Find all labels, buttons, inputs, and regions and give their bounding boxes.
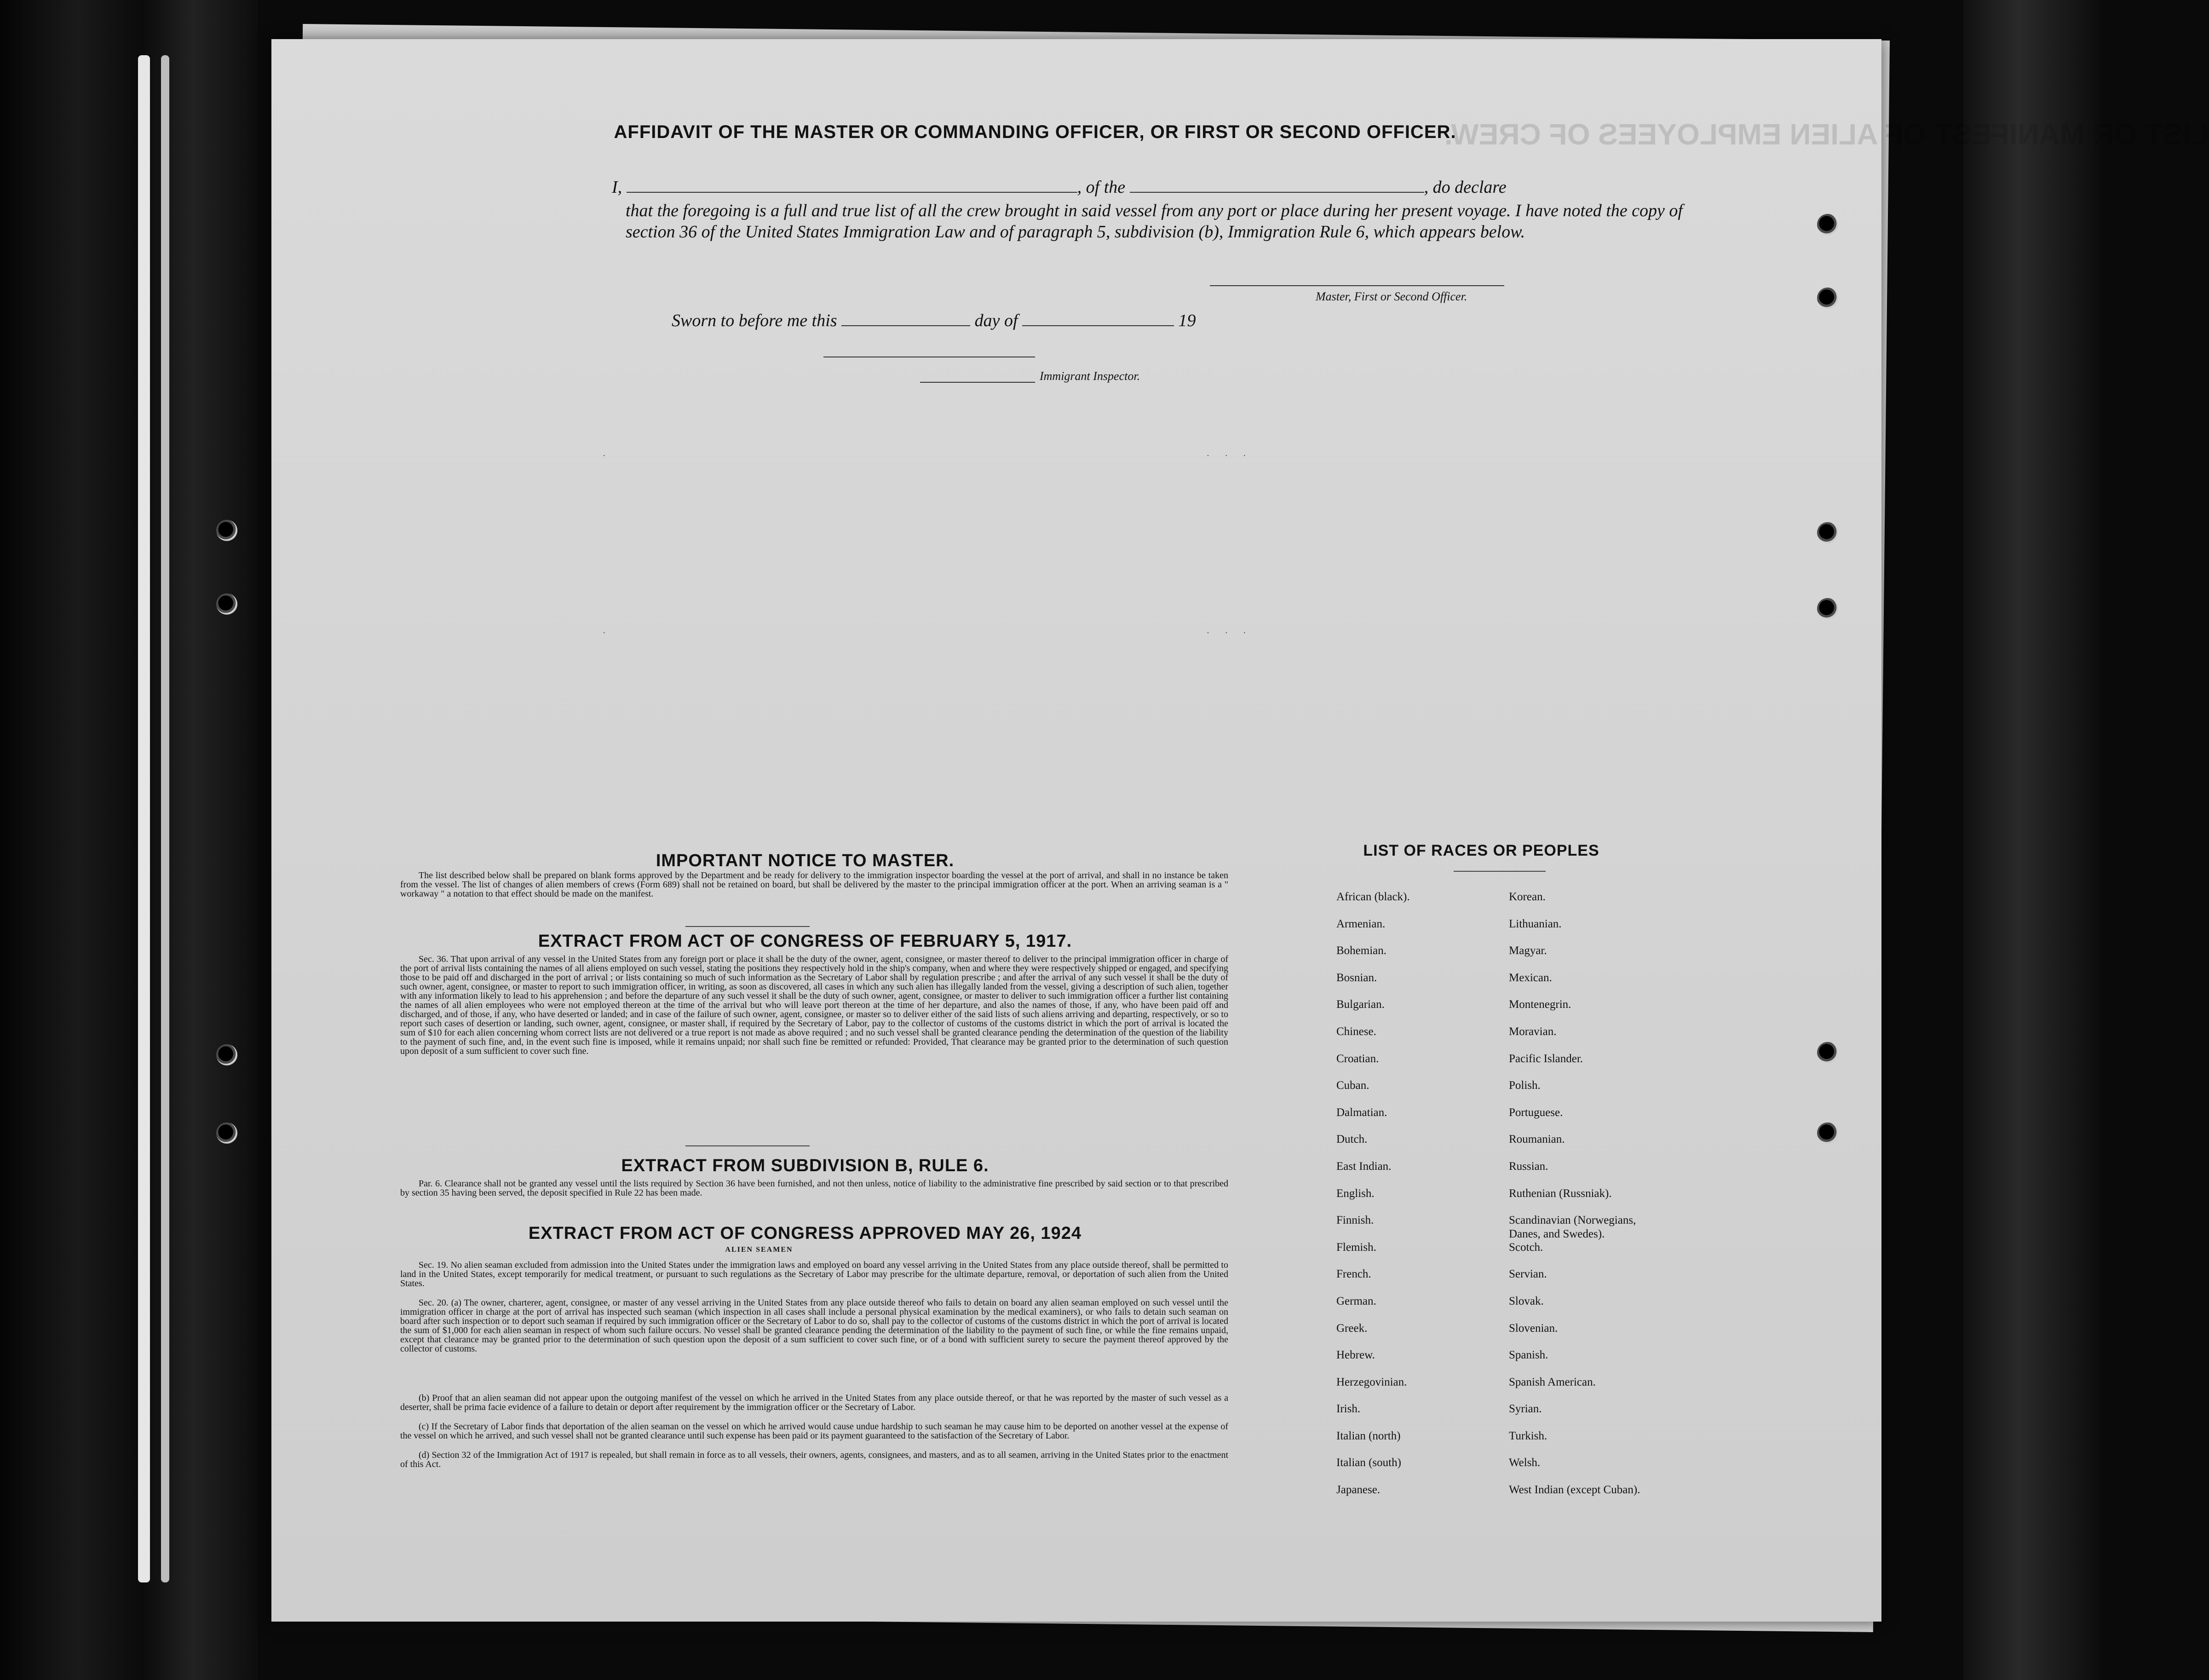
affidavit-i-label: I, — [612, 178, 622, 197]
race-entry: Turkish. — [1509, 1429, 1547, 1442]
crew-list-reverse-page — [271, 39, 2209, 1622]
extract-1924-section-20a: Sec. 20. (a) The owner, charterer, agent, consignee, or master of any vessel arriving in the United States from any place outside thereof who fails to detain on board any alien seaman employed on such vessel until the immigration officer in charge at the port of arrival has inspected such seaman (which inspection in all cases shall include a personal physical examination by the medical examiners), or who fails to detain such seaman on board after such inspection or to deport such seaman if required by such immigration officer or the Secretary of Labor to do so, shall pay to the collector of customs of the customs district in which the port of arrival is located the sum of $1,000 for each alien seaman in respect of whom such failure occurs. No vessel shall be granted clearance pending the determination of the liability to the payment of such fine, or while the fine remains unpaid, except that clearance may be granted prior to the determination of such question upon the deposit of a sum sufficient to cover such fine, or of a bond with sufficient surety to secure the payment thereof approved by the collector of customs. — [400, 1298, 1228, 1354]
races-column-right — [1509, 890, 1640, 1510]
binder-paper-edge — [138, 55, 150, 1582]
binder-hole — [216, 593, 237, 615]
race-entry: Spanish. — [1509, 1349, 1548, 1362]
race-entry: Italian (north) — [1336, 1429, 1401, 1442]
race-entry: Scandinavian (Norwegians, Danes, and Swedes). — [1509, 1214, 1636, 1241]
binder-hole — [216, 520, 237, 541]
extract-1917-section-36: Sec. 36. That upon arrival of any vessel in the United States from any foreign port or place it shall be the duty of the owner, agent, consignee, or master thereof to deliver to the principal immigration officer in charge of the port of arrival lists containing the names of all aliens employed on such vessel, stating the positions they respectively hold in the ship's company, when and where they were respectively shipped or engaged, and specifying those to be paid off and discharged in the port of arrival ; or lists containing so much of such information as the Secretary of Labor shall by regulation prescribe ; and after the arrival of any such vessel it shall be the duty of such owner, agent, consignee, or master to report to such immigration officer, in writing, as soon as discovered, all cases in which any such alien has illegally landed from the vessel, giving a description of such alien, together with any information likely to lead to his apprehension ; and before the departure of any such vessel it shall be the duty of such owner, agent, consignee, or master to deliver to such immigration officer a further list containing the names of all alien employees who were not employed thereon at the time of the arrival but who will leave port thereon at the time of her departure, and also the names of those, if any, who have been paid off and discharged, and of those, if any, who have deserted or landed; and in case of the failure of such owner, agent, consignee, or master so to deliver either of the said lists of such aliens arriving and departing, respectively, or so to report such cases of desertion or landing, such owner, agent, consignee, or master shall, if required by the Secretary of Labor, pay to the collector of customs of the customs district in which the port of arrival is located the sum of $10 for each alien concerning whom correct lists are not delivered or a true report is not made as above required ; and no such vessel shall be granted clearance pending the determination of the question of the liability to the payment of such fine, and, in the event such fine is imposed, while it remains unpaid; nor shall such fine be remitted or refunded: Provided, That clearance may be granted prior to the determination of such question upon deposit of a sum sufficient to cover such fine. — [400, 954, 1228, 1056]
race-entry: Flemish. — [1336, 1241, 1376, 1254]
sworn-day-blank — [841, 322, 970, 326]
sworn-line — [672, 311, 1196, 331]
race-entry: Mexican. — [1509, 971, 1552, 984]
extract-1924-section-20c: (c) If the Secretary of Labor finds that deportation of the alien seaman on the vessel on which he arrived would cause undue hardship to such seaman he may cause him to be deported on another vessel at the expense of the vessel on which he arrived, and such vessel shall not be granted clearance until such expense has been paid or its payment guaranteed to the satisfaction of the Secretary of Labor. — [400, 1421, 1228, 1441]
bleed-through-marks: · · · · — [603, 628, 1253, 638]
master-signature-label: Master, First or Second Officer. — [1316, 290, 1467, 303]
inspector-label: Immigrant Inspector. — [1040, 369, 1140, 383]
race-entry: Roumanian. — [1509, 1133, 1565, 1146]
rule-6-heading: EXTRACT FROM SUBDIVISION B, RULE 6. — [621, 1156, 989, 1175]
race-entry: Russian. — [1509, 1160, 1548, 1173]
race-entry: Greek. — [1336, 1322, 1368, 1335]
race-entry: Japanese. — [1336, 1484, 1381, 1496]
extract-1924-heading: EXTRACT FROM ACT OF CONGRESS APPROVED MAY 26, 1924 — [528, 1224, 1082, 1243]
affidavit-body: that the foregoing is a full and true list of all the crew brought in said vessel from any port or place during her present voyage. I have noted the copy of section 36 of the United States Immigration Law and of paragraph 5, subdivision (b), Immigration Rule 6, which appears below. — [626, 201, 1683, 242]
races-column-left — [1336, 890, 1410, 1510]
punch-hole — [1817, 598, 1838, 619]
races-list-heading: LIST OF RACES OR PEOPLES — [1363, 842, 1599, 859]
race-entry: Cuban. — [1336, 1079, 1369, 1092]
affidavit-do-declare-label: , do declare — [1424, 178, 1507, 197]
day-of-label: day of — [974, 311, 1018, 330]
punch-hole — [1817, 1042, 1838, 1063]
punch-hole — [1817, 1122, 1838, 1144]
race-entry: East Indian. — [1336, 1160, 1392, 1173]
rule-6-paragraph: Par. 6. Clearance shall not be granted any vessel until the lists required by Section 36 have been furnished, and not then unless, notice of liability to the administrative fine prescribed by said section or to that prescribed by section 35 having been served, the deposit specified in Rule 22 has been made. — [400, 1179, 1228, 1198]
vessel-blank — [1130, 189, 1424, 193]
race-entry: Chinese. — [1336, 1025, 1376, 1038]
section-separator — [685, 1145, 810, 1146]
affidavit-title: AFFIDAVIT OF THE MASTER OR COMMANDING OFFICER, OR FIRST OR SECOND OFFICER. — [614, 122, 1456, 142]
extract-1924-section-19: Sec. 19. No alien seaman excluded from admission into the United States under the immigration laws and employed on board any vessel arriving in the United States from any place outside thereof, shall be permitted to land in the United States, except temporarily for medical treatment, or pursuant to such regulations as the Secretary of Labor may prescribe for the ultimate departure, removal, or deportation of such alien from the United States. — [400, 1260, 1228, 1289]
race-entry: Finnish. — [1336, 1214, 1374, 1227]
binder-background-left — [0, 0, 258, 1680]
race-entry: Magyar. — [1509, 944, 1547, 957]
race-entry: Dalmatian. — [1336, 1106, 1387, 1119]
race-entry: Italian (south) — [1336, 1456, 1401, 1469]
race-entry: Moravian. — [1509, 1025, 1557, 1038]
race-entry: Hebrew. — [1336, 1349, 1375, 1362]
race-entry: Croatian. — [1336, 1052, 1379, 1065]
race-entry: African (black). — [1336, 891, 1410, 903]
race-entry: English. — [1336, 1187, 1375, 1200]
race-entry: Dutch. — [1336, 1133, 1368, 1146]
extract-1917-heading: EXTRACT FROM ACT OF CONGRESS OF FEBRUARY 5, 1917. — [538, 932, 1072, 951]
bleed-through-marks: · · · · — [603, 451, 1253, 461]
affidavit-declaration-line — [612, 177, 1716, 197]
section-separator — [1454, 871, 1546, 872]
binder-paper-edge — [161, 55, 169, 1582]
bleed-through-heading: LIST OR MANIFEST OF ALIEN EMPLOYEES OF CREW. — [1444, 118, 2209, 151]
notice-paragraph: The list described below shall be prepared on blank forms approved by the Department and be ready for delivery to the immigration inspector boarding the vessel at the port of arrival, and shall in no instance be taken from the vessel. The list of changes of alien members of crews (Form 689) shall not be retained on board, but shall be delivered by the master to the principal immigration officer at the port. When an arriving seaman is a " workaway " a notation to that effect should be made on the manifest. — [400, 870, 1228, 899]
punch-hole — [1817, 522, 1838, 543]
alien-seamen-subheading: ALIEN SEAMEN — [725, 1246, 793, 1254]
sworn-label: Sworn to before me this — [672, 311, 837, 330]
binder-background-right — [1963, 0, 2101, 1680]
year-prefix: 19 — [1178, 311, 1196, 330]
race-entry: Slovak. — [1509, 1295, 1544, 1307]
sworn-month-blank — [1022, 322, 1174, 326]
race-entry: Slovenian. — [1509, 1322, 1558, 1335]
race-entry: French. — [1336, 1268, 1371, 1281]
section-separator — [685, 926, 810, 927]
race-entry: West Indian (except Cuban). — [1509, 1484, 1640, 1496]
race-entry: Ruthenian (Russniak). — [1509, 1187, 1612, 1200]
race-entry: Syrian. — [1509, 1403, 1542, 1415]
race-entry: Scotch. — [1509, 1241, 1543, 1254]
name-blank — [627, 189, 1077, 193]
race-entry: Herzegovinian. — [1336, 1375, 1407, 1388]
race-entry: German. — [1336, 1295, 1376, 1307]
race-entry: Armenian. — [1336, 917, 1386, 930]
race-entry: Pacific Islander. — [1509, 1052, 1583, 1065]
race-entry: Lithuanian. — [1509, 917, 1562, 930]
master-signature-line — [1210, 285, 1504, 286]
race-entry: Portuguese. — [1509, 1106, 1563, 1119]
affidavit-of-the-label: , of the — [1077, 178, 1126, 197]
race-entry: Bosnian. — [1336, 971, 1377, 984]
race-entry: Polish. — [1509, 1079, 1541, 1092]
race-entry: Montenegrin. — [1509, 998, 1571, 1011]
binder-hole — [216, 1044, 237, 1065]
race-entry: Bulgarian. — [1336, 998, 1385, 1011]
inspector-name-line — [920, 382, 1035, 383]
extract-1924-section-20b: (b) Proof that an alien seaman did not appear upon the outgoing manifest of the vessel on which he arrived in the United States from any place outside thereof, or that he was reported by the master of such vessel as a deserter, shall be prima facie evidence of a failure to detain or deport after requirement by the immigration officer or the Secretary of Labor. — [400, 1393, 1228, 1412]
race-entry: Spanish American. — [1509, 1375, 1596, 1388]
race-entry: Bohemian. — [1336, 944, 1387, 957]
notice-heading: IMPORTANT NOTICE TO MASTER. — [656, 851, 955, 870]
race-entry: Welsh. — [1509, 1456, 1541, 1469]
race-entry: Irish. — [1336, 1403, 1361, 1415]
punch-hole — [1817, 214, 1838, 235]
extract-1924-section-20d: (d) Section 32 of the Immigration Act of 1917 is repealed, but shall remain in force as to all vessels, their owners, agents, consignees, and masters, and as to all seamen, arriving in the United States prior to the enactment of this Act. — [400, 1450, 1228, 1469]
race-entry: Servian. — [1509, 1268, 1547, 1281]
binder-hole — [216, 1122, 237, 1144]
race-entry: Korean. — [1509, 891, 1546, 903]
punch-hole — [1817, 288, 1838, 309]
